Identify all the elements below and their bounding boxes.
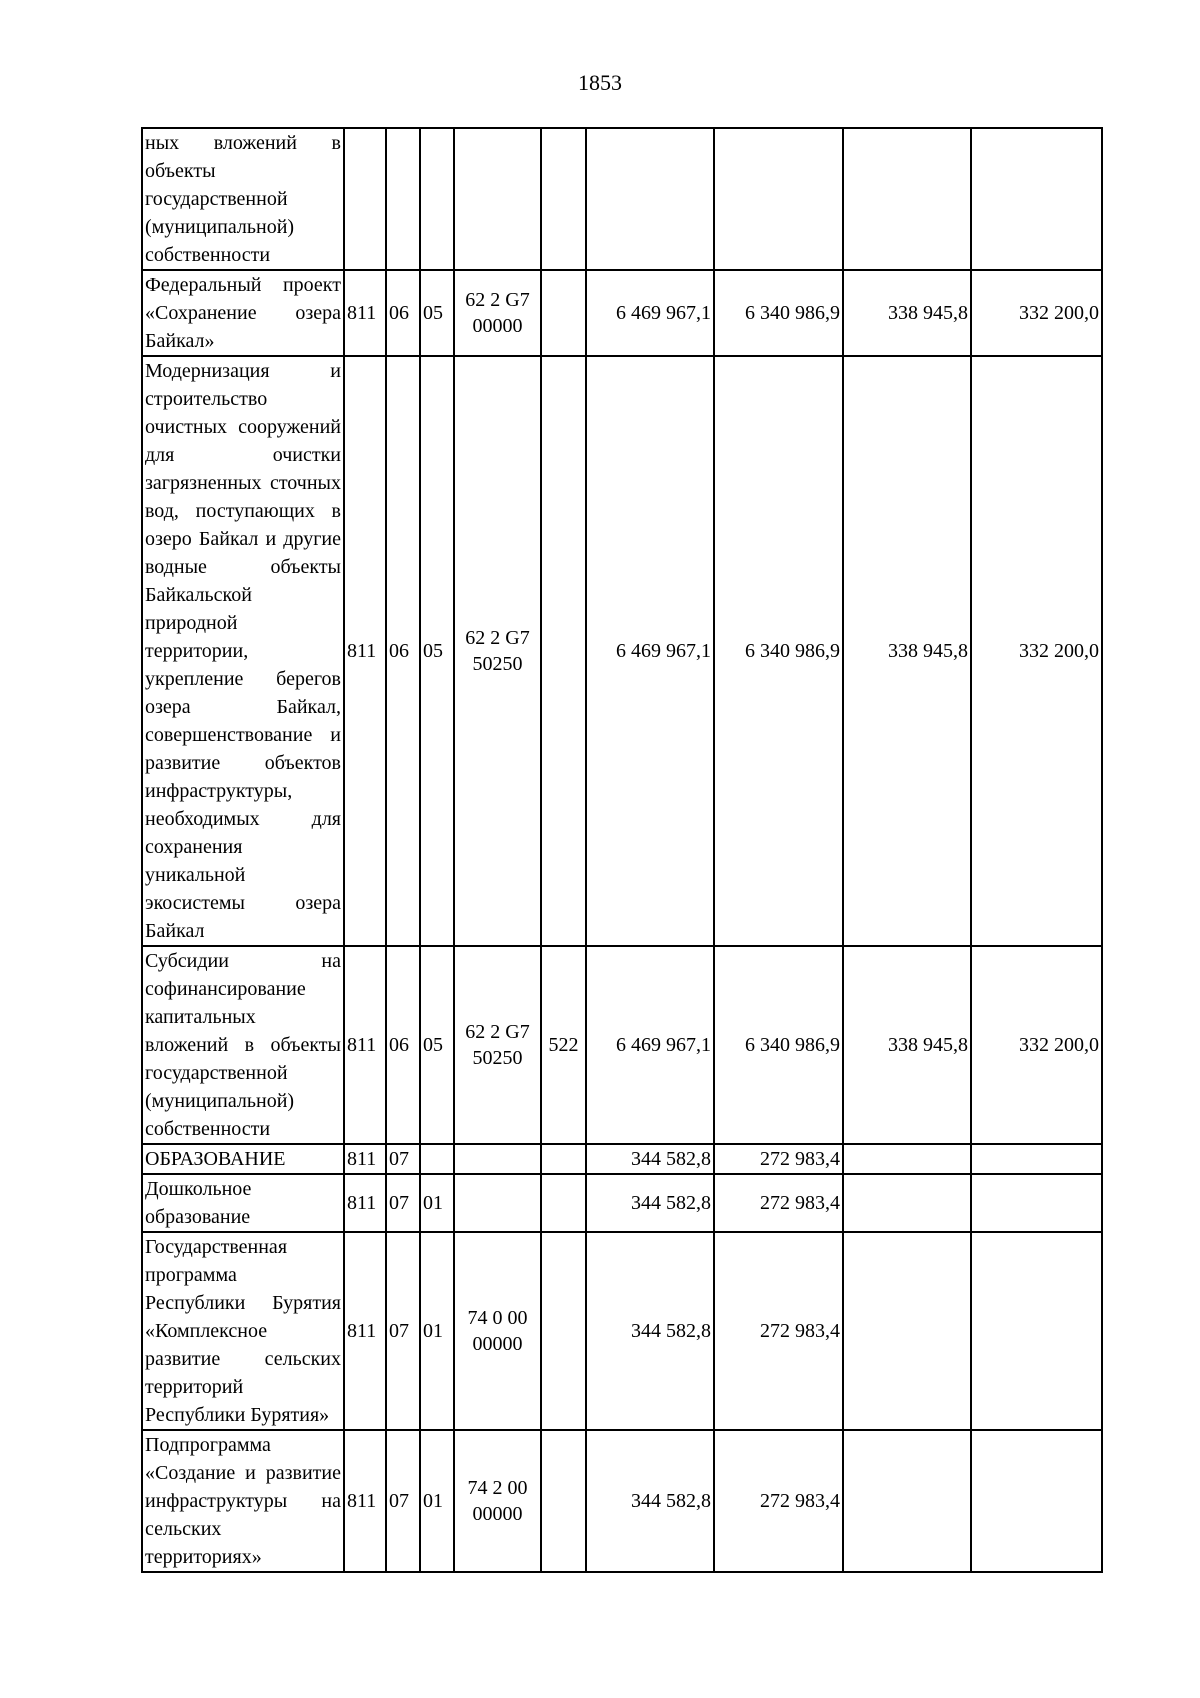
amount-3-cell: 338 945,8 — [843, 946, 971, 1144]
amount-4-cell — [971, 128, 1102, 270]
ved-code-cell: 811 — [344, 1430, 386, 1572]
row-name-cell: Субсидии на софинансирование капитальных вложений в объекты государственной (муниципальной) собственности — [142, 946, 344, 1144]
ved-code-cell: 811 — [344, 1144, 386, 1174]
target-article-cell: 62 2 G7 50250 — [454, 356, 541, 946]
section-code-cell: 07 — [386, 1232, 420, 1430]
subsection-code-cell — [420, 1144, 454, 1174]
section-code-cell: 06 — [386, 356, 420, 946]
table-row — [142, 1232, 1102, 1430]
amount-2-cell: 272 983,4 — [714, 1174, 843, 1232]
target-article-cell: 74 2 00 00000 — [454, 1430, 541, 1572]
subsection-code-cell: 01 — [420, 1174, 454, 1232]
section-code-cell: 06 — [386, 270, 420, 356]
ved-code-cell: 811 — [344, 270, 386, 356]
target-article-cell: 62 2 G7 50250 — [454, 946, 541, 1144]
row-name-cell: ных вложений в объекты государственной (муниципальной) собственности — [142, 128, 344, 270]
amount-3-cell — [843, 1174, 971, 1232]
row-name-cell: Государственная программа Республики Бурятия «Комплексное развитие сельских территорий Республики Бурятия» — [142, 1232, 344, 1430]
amount-4-cell — [971, 1430, 1102, 1572]
section-code-cell: 06 — [386, 946, 420, 1144]
ved-code-cell: 811 — [344, 946, 386, 1144]
page-number: 1853 — [578, 70, 622, 95]
table-row — [142, 128, 1102, 270]
budget-table — [141, 127, 1103, 1573]
table-row — [142, 1174, 1102, 1232]
target-article-cell — [454, 1144, 541, 1174]
amount-3-cell — [843, 128, 971, 270]
expense-type-cell — [541, 1144, 586, 1174]
ved-code-cell: 811 — [344, 1232, 386, 1430]
expense-type-cell — [541, 128, 586, 270]
subsection-code-cell — [420, 128, 454, 270]
expense-type-cell — [541, 356, 586, 946]
table-row — [142, 1430, 1102, 1572]
section-code-cell: 07 — [386, 1174, 420, 1232]
expense-type-cell — [541, 270, 586, 356]
amount-4-cell — [971, 1144, 1102, 1174]
amount-2-cell: 272 983,4 — [714, 1430, 843, 1572]
amount-3-cell — [843, 1430, 971, 1572]
row-name-cell: ОБРАЗОВАНИЕ — [142, 1144, 344, 1174]
amount-2-cell: 272 983,4 — [714, 1144, 843, 1174]
amount-2-cell: 6 340 986,9 — [714, 270, 843, 356]
ved-code-cell: 811 — [344, 1174, 386, 1232]
subsection-code-cell: 05 — [420, 356, 454, 946]
amount-4-cell: 332 200,0 — [971, 946, 1102, 1144]
section-code-cell — [386, 128, 420, 270]
section-code-cell: 07 — [386, 1144, 420, 1174]
amount-1-cell: 344 582,8 — [586, 1430, 714, 1572]
amount-3-cell — [843, 1144, 971, 1174]
amount-2-cell: 6 340 986,9 — [714, 946, 843, 1144]
amount-1-cell: 6 469 967,1 — [586, 270, 714, 356]
amount-2-cell — [714, 128, 843, 270]
amount-3-cell: 338 945,8 — [843, 356, 971, 946]
amount-2-cell: 6 340 986,9 — [714, 356, 843, 946]
target-article-cell — [454, 128, 541, 270]
target-article-cell — [454, 1174, 541, 1232]
amount-4-cell — [971, 1174, 1102, 1232]
section-code-cell: 07 — [386, 1430, 420, 1572]
ved-code-cell — [344, 128, 386, 270]
amount-1-cell: 344 582,8 — [586, 1232, 714, 1430]
subsection-code-cell: 05 — [420, 270, 454, 356]
amount-1-cell: 344 582,8 — [586, 1144, 714, 1174]
table-row — [142, 946, 1102, 1144]
expense-type-cell: 522 — [541, 946, 586, 1144]
subsection-code-cell: 01 — [420, 1232, 454, 1430]
amount-4-cell — [971, 1232, 1102, 1430]
expense-type-cell — [541, 1174, 586, 1232]
row-name-cell: Федеральный проект «Сохранение озера Байкал» — [142, 270, 344, 356]
amount-2-cell: 272 983,4 — [714, 1232, 843, 1430]
target-article-cell: 74 0 00 00000 — [454, 1232, 541, 1430]
table-row — [142, 1144, 1102, 1174]
amount-1-cell: 6 469 967,1 — [586, 356, 714, 946]
expense-type-cell — [541, 1232, 586, 1430]
row-name-cell: Модернизация и строительство очистных сооружений для очистки загрязненных сточных вод, поступающих в озеро Байкал и другие водные объекты Байкальской природной территории, укрепление берегов озера Байкал, совершенствование и развитие объектов инфраструктуры, необходимых для сохранения уникальной экосистемы озера Байкал — [142, 356, 344, 946]
amount-1-cell: 6 469 967,1 — [586, 946, 714, 1144]
table-body — [142, 128, 1102, 1572]
subsection-code-cell: 01 — [420, 1430, 454, 1572]
amount-1-cell: 344 582,8 — [586, 1174, 714, 1232]
amount-3-cell — [843, 1232, 971, 1430]
subsection-code-cell: 05 — [420, 946, 454, 1144]
amount-1-cell — [586, 128, 714, 270]
amount-4-cell: 332 200,0 — [971, 270, 1102, 356]
table-row — [142, 270, 1102, 356]
amount-3-cell: 338 945,8 — [843, 270, 971, 356]
target-article-cell: 62 2 G7 00000 — [454, 270, 541, 356]
row-name-cell: Дошкольное образование — [142, 1174, 344, 1232]
ved-code-cell: 811 — [344, 356, 386, 946]
expense-type-cell — [541, 1430, 586, 1572]
row-name-cell: Подпрограмма «Создание и развитие инфраструктуры на сельских территориях» — [142, 1430, 344, 1572]
amount-4-cell: 332 200,0 — [971, 356, 1102, 946]
table-row — [142, 356, 1102, 946]
